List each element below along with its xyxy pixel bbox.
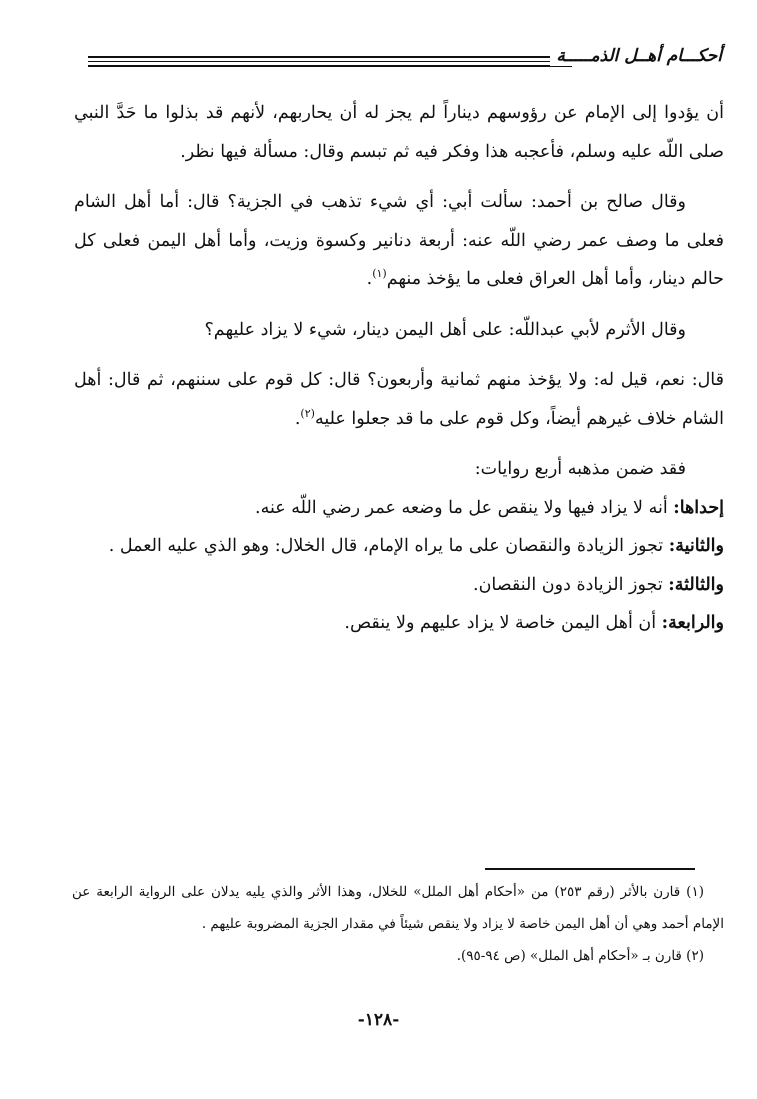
paragraph xyxy=(74,94,724,171)
header-rule xyxy=(88,65,572,67)
narration-text: أنه لا يزاد فيها ولا ينقص عل ما وضعه عمر رضي اللّه عنه. xyxy=(255,497,674,518)
page-number: -١٢٨- xyxy=(357,1010,400,1030)
narration-label: والثالثة: xyxy=(668,574,724,595)
paragraph: قال: نعم، قيل له: ولا يؤخذ منهم ثمانية وأربعون؟ قال: كل قوم على سننهم، ثم قال: أهل الشام خلاف غيرهم أيضاً، وكل قوم على ما قد جعلوا عليه$^{(٢)}$. xyxy=(74,370,724,429)
narration-text: تجوز الزيادة دون النقصان. xyxy=(473,574,669,595)
narration-text: تجوز الزيادة والنقصان على ما يراه الإمام، قال الخلال: وهو الذي عليه العمل . xyxy=(108,536,669,556)
footnote-ref: (٢) xyxy=(300,406,315,420)
running-header xyxy=(88,42,722,76)
paragraph: وقال صالح بن أحمد: سألت أبي: أي شيء تذهب في الجزية؟ قال: أما أهل الشام فعلى ما وصف عمر رضي اللّه عنه: أربعة دنانير وكسوة وزيت، وأما أهل اليمن فعلى كل حالم دينار، وأما أهل العراق فعلى ما يؤخذ منهم$^{(١)}$. xyxy=(74,192,724,289)
narration-label: إحداها: xyxy=(673,497,724,518)
footnote-ref: (١) xyxy=(372,267,387,281)
narration-text: أن أهل اليمن خاصة لا يزاد عليهم ولا ينقص. xyxy=(344,613,662,633)
footnote: (٢) قارن بـ «أحكام أهل الملل» (ص ٩٤-٩٥). xyxy=(456,948,704,964)
paragraph xyxy=(74,311,724,350)
header-rule xyxy=(88,61,572,62)
footnote-separator xyxy=(485,868,695,870)
paragraph-text: وقال صالح بن أحمد: سألت أبي: أي شيء تذهب في الجزية؟ قال: أما أهل الشام فعلى ما وصف عمر رضي اللّه عنه: أربعة دنانير وكسوة وزيت، وأما أهل اليمن فعلى كل حالم دينار، وأما أهل العراق فعلى ما يؤخذ منهم xyxy=(74,192,724,289)
running-title: أحكـــام أهــل الذمـــــة xyxy=(550,46,722,66)
header-rule xyxy=(88,56,572,58)
narration-label: والثانية: xyxy=(668,536,724,556)
paragraph xyxy=(74,450,724,489)
body-text xyxy=(74,94,724,643)
paragraph-text: أن يؤدوا إلى الإمام عن رؤوسهم ديناراً لم يجز له أن يحاربهم، لأنهم قد بذلوا ما حَدَّ النبي صلى اللّه عليه وسلم، فأعجبه هذا وفكر فيه ثم تبسم وقال: مسألة فيها نظر. xyxy=(74,103,724,162)
narration-item xyxy=(74,604,724,643)
paragraph-text: فقد ضمن مذهبه أربع روايات: xyxy=(474,459,686,479)
narration-label: والرابعة: xyxy=(661,613,724,633)
narration-item xyxy=(74,527,724,566)
narration-item xyxy=(74,489,724,528)
paragraph-text: وقال الأثرم لأبي عبداللّه: على أهل اليمن دينار، شيء لا يزاد عليهم؟ xyxy=(204,319,686,340)
footnote: (١) قارن بالأثر (رقم ٢٥٣) من «أحكام أهل الملل» للخلال، وهذا الأثر والذي يليه يدلان على الرواية الرابعة عن الإمام أحمد وهي أن أهل اليمن خاصة لا يزاد ولا ينقص شيئاً في مقدار الجزية المضروبة عليهم . xyxy=(72,884,724,932)
paragraph-text: قال: نعم، قيل له: ولا يؤخذ منهم ثمانية وأربعون؟ قال: كل قوم على سننهم، ثم قال: أهل الشام خلاف غيرهم أيضاً، وكل قوم على ما قد جعلوا عليه xyxy=(74,370,724,429)
footnotes xyxy=(72,876,724,972)
narration-item xyxy=(74,566,724,605)
